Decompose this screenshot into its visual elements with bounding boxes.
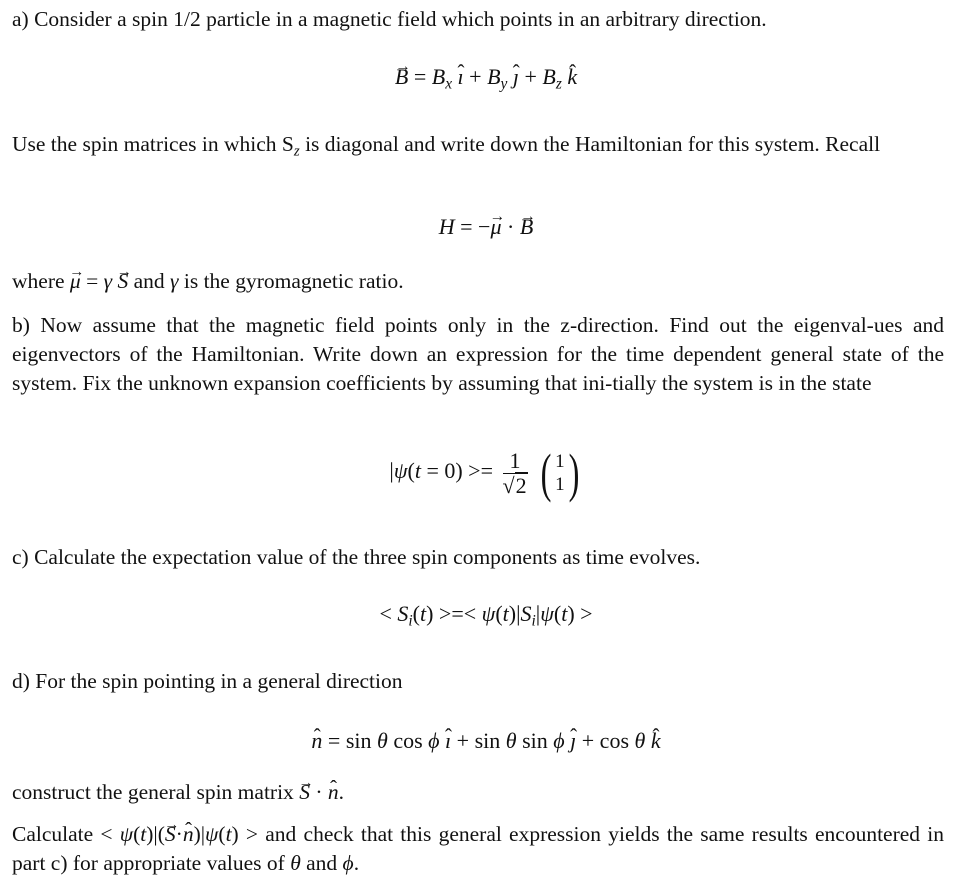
equation-expectation: < $S_i(t)$ >=< $\psi(t)|S_i|\psi(t)$ > (379, 601, 593, 630)
part-c-text (12, 543, 944, 572)
part-a-instruction (12, 130, 944, 167)
equation-initial-state: |ψ(t = 0) >= $\frac{1}{√2}$ ( 1 1 ) (389, 443, 579, 503)
part-a-instruction-text: Use the spin matrices in which S (12, 132, 294, 156)
part-a-instruction-rest: is diagonal and write down the Hamiltonian for this system. Recall (305, 132, 881, 156)
part-c-label: c) (12, 545, 29, 569)
part-a-where: where → μ = γ → S and γ is the gyromagnetic ratio. (12, 267, 944, 296)
part-c-body: Calculate the expectation value of the three spin components as time evolves. (34, 545, 701, 569)
part-d-construct: construct the general spin matrix → S · ˆ n. (12, 778, 944, 807)
calc-suffix: and check that this general expression yields the same results encountered in part c) for appropriate values of (12, 822, 944, 875)
part-b-body: Now assume that the magnetic field points only in the z-direction. Find out the eigenval-ues and eigenvectors of the Hamiltonian. Write down an expression for the time dependent general state of the system. Fix the unknown expansion coefficients by assuming that ini-tially the system is in the state (12, 313, 944, 395)
gyro-text: is the gyromagnetic ratio. (183, 269, 404, 293)
part-b-text (12, 311, 944, 398)
where-label: where (12, 269, 65, 293)
part-a-intro-text: Consider a spin 1/2 particle in a magnetic field which points in an arbitrary direction. (34, 7, 767, 31)
part-a-intro (12, 5, 944, 34)
part-d-calculate: Calculate < ψ(t)|(→ S·ˆ n)|ψ(t) > and check that this general expression yields the same results encountered in part c) for appropriate values of θ and ϕ. (12, 820, 944, 878)
construct-text: construct the general spin matrix (12, 780, 294, 804)
part-a-instruction-sub: z (293, 143, 300, 160)
part-d-label: d) (12, 669, 30, 693)
equation-magnetic-field: → $B = B_x$ ˆ ı + $B_y$ ˆ ȷ + $B_z$ ˆ k (0, 62, 972, 99)
part-d-body: For the spin pointing in a general direction (35, 669, 403, 693)
equation-hamiltonian: H = −→ μ · → B (0, 212, 972, 241)
and-label: and (133, 269, 165, 293)
equation-n-hat: ˆ n = sin θ cos ϕ ˆ ı + sin θ sin ϕ ˆ ȷ + cos θ ˆ k (0, 726, 972, 755)
part-a-label: a) (12, 7, 29, 31)
calc-and: and (306, 851, 338, 875)
calc-prefix: Calculate (12, 822, 94, 846)
part-b-label: b) (12, 313, 30, 337)
part-d-text (12, 667, 944, 696)
